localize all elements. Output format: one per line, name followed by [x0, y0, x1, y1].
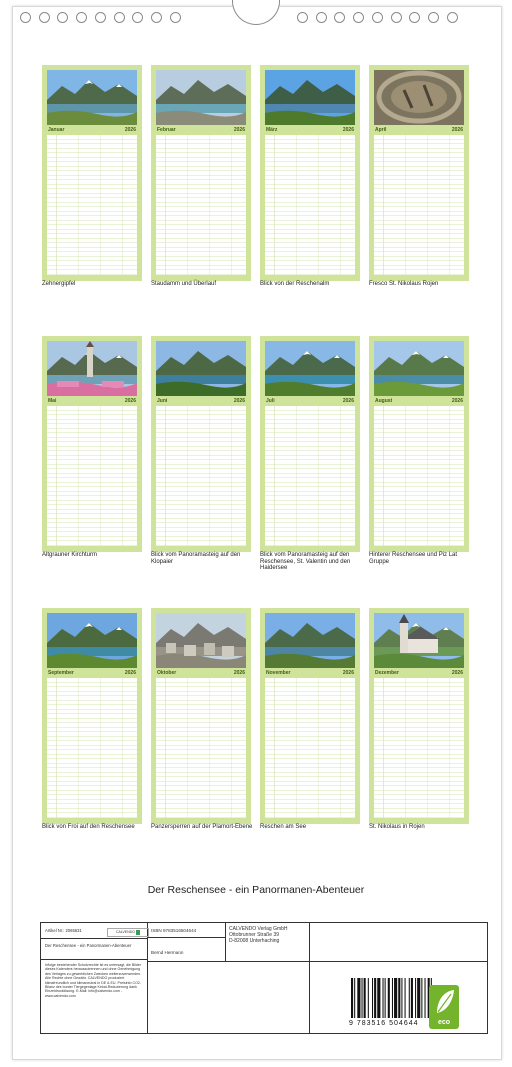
planner-grid	[265, 678, 355, 818]
month-name: Februar	[157, 127, 176, 133]
month-year: 2026	[124, 398, 136, 404]
planner-grid	[374, 406, 464, 546]
month-name: Mai	[48, 398, 57, 404]
month-card-mai	[42, 336, 142, 552]
month-photo	[265, 70, 355, 125]
binding-hole	[95, 12, 106, 23]
month-caption: Altgrauner Kirchturm	[42, 552, 98, 558]
planner-grid	[265, 406, 355, 546]
planner-grid	[374, 678, 464, 818]
month-header	[265, 126, 355, 134]
month-card-juni	[151, 336, 251, 552]
month-photo	[265, 613, 355, 668]
month-year: 2026	[124, 670, 136, 676]
binding-hole	[114, 12, 125, 23]
binding-hole	[20, 12, 31, 23]
binding-hole	[372, 12, 383, 23]
binding-hole	[297, 12, 308, 23]
binding-hole	[76, 12, 87, 23]
month-card-dezember	[369, 608, 469, 824]
leaf-icon	[429, 985, 459, 1019]
month-card-januar	[42, 65, 142, 281]
month-card-april	[369, 65, 469, 281]
month-name: April	[375, 127, 387, 133]
binding-hole	[353, 12, 364, 23]
month-header	[265, 397, 355, 405]
month-year: 2026	[342, 398, 354, 404]
month-photo	[47, 70, 137, 125]
planner-grid	[374, 135, 464, 275]
month-year: 2026	[451, 670, 463, 676]
month-photo	[374, 341, 464, 396]
binding-hole	[57, 12, 68, 23]
month-caption: Blick von Froi auf den Reschensee	[42, 824, 135, 830]
month-photo	[47, 341, 137, 396]
month-header	[156, 669, 246, 677]
month-year: 2026	[451, 127, 463, 133]
month-year: 2026	[451, 398, 463, 404]
month-card-februar	[151, 65, 251, 281]
calendar-title: Der Reschensee - ein Panormanen-Abenteuer	[147, 884, 365, 896]
eco-badge: eco	[429, 985, 459, 1029]
isbn: ISBN 9783516504644	[151, 928, 197, 933]
month-header	[374, 669, 464, 677]
month-header	[265, 669, 355, 677]
binding-hole	[132, 12, 143, 23]
planner-grid	[47, 135, 137, 275]
month-caption: Fresco St. Nikolaus Rojen	[369, 281, 439, 287]
month-year: 2026	[233, 670, 245, 676]
product-info-footer	[40, 922, 488, 1034]
month-card-juli	[260, 336, 360, 552]
month-name: Dezember	[375, 670, 399, 676]
month-card-november	[260, 608, 360, 824]
planner-grid	[156, 135, 246, 275]
month-header	[47, 397, 137, 405]
month-header	[47, 126, 137, 134]
month-card-september	[42, 608, 142, 824]
binding-hole	[409, 12, 420, 23]
month-caption: Blick vom Panoramasteig auf den Klopaier	[151, 552, 241, 565]
month-photo	[47, 613, 137, 668]
month-year: 2026	[342, 670, 354, 676]
month-photo	[374, 70, 464, 125]
month-name: November	[266, 670, 291, 676]
product-title: Der Reschensee - ein Panormanen-Abenteuer	[45, 943, 132, 948]
planner-grid	[265, 135, 355, 275]
calvendo-logo: CALVENDO	[107, 928, 149, 937]
month-year: 2026	[233, 398, 245, 404]
month-photo	[265, 341, 355, 396]
binding-hole	[428, 12, 439, 23]
month-header	[374, 397, 464, 405]
planner-grid	[47, 406, 137, 546]
binding-hole	[447, 12, 458, 23]
month-year: 2026	[124, 127, 136, 133]
month-header	[156, 126, 246, 134]
binding-hole	[391, 12, 402, 23]
month-name: März	[266, 127, 278, 133]
month-name: Januar	[48, 127, 65, 133]
month-photo	[156, 70, 246, 125]
binding-hole	[316, 12, 327, 23]
author: Bernd Hermann	[151, 950, 184, 955]
publisher-address: CALVENDO Verlag GmbH Ottobrunner Straße 39 D-82008 Unterhaching	[229, 926, 288, 944]
planner-grid	[156, 406, 246, 546]
month-year: 2026	[342, 127, 354, 133]
month-header	[156, 397, 246, 405]
month-caption: Panzersperren auf der Plamort-Ebene	[151, 824, 253, 830]
month-photo	[374, 613, 464, 668]
month-name: September	[48, 670, 74, 676]
month-caption: Zehnergipfel	[42, 281, 76, 287]
month-caption: Blick von der Reschenalm	[260, 281, 330, 287]
month-card-märz	[260, 65, 360, 281]
month-caption: Reschen am See	[260, 824, 307, 830]
month-year: 2026	[233, 127, 245, 133]
binding-hole	[151, 12, 162, 23]
month-header	[374, 126, 464, 134]
month-photo	[156, 341, 246, 396]
barcode-number: 9 783516 504644	[349, 1020, 419, 1027]
month-caption: Hinterer Reschensee und Piz Lat Gruppe	[369, 552, 458, 565]
month-name: August	[375, 398, 393, 404]
planner-grid	[156, 678, 246, 818]
binding-hole	[334, 12, 345, 23]
month-caption: Blick vom Panoramasteig auf den Reschensee, St. Valentin und den Haidersee	[260, 552, 351, 571]
month-photo	[156, 613, 246, 668]
month-name: Oktober	[157, 670, 177, 676]
legal-text: Infolge bestehender Schutzrechte ist es untersagt, die Bilder dieses Kalenders herauszutrennen und ohne Genehmigung des Verlages zu gewerblichen Zwecken weiterzuverwenden. Alle Rechte ohne Gewähr. CALVENDO produziert klimafreundlich und klimaneutral in DE & EU. Preisinfo CO2-Bilanz des bunter Tiergegenlage Kekal-Reduzierung dank Einzeldrucklösung. E-Mail: info@calvendo.com - www.calvendo.com	[45, 963, 142, 998]
article-number: Artikel Nr.: 2065631	[45, 928, 82, 933]
month-card-oktober	[151, 608, 251, 824]
month-name: Juni	[157, 398, 168, 404]
planner-grid	[47, 678, 137, 818]
month-caption: St. Nikolaus in Rojen	[369, 824, 425, 830]
month-caption: Staudamm und Überlauf	[151, 281, 217, 287]
binding-hole	[39, 12, 50, 23]
binding-hole	[170, 12, 181, 23]
month-name: Juli	[266, 398, 275, 404]
month-card-august	[369, 336, 469, 552]
month-header	[47, 669, 137, 677]
